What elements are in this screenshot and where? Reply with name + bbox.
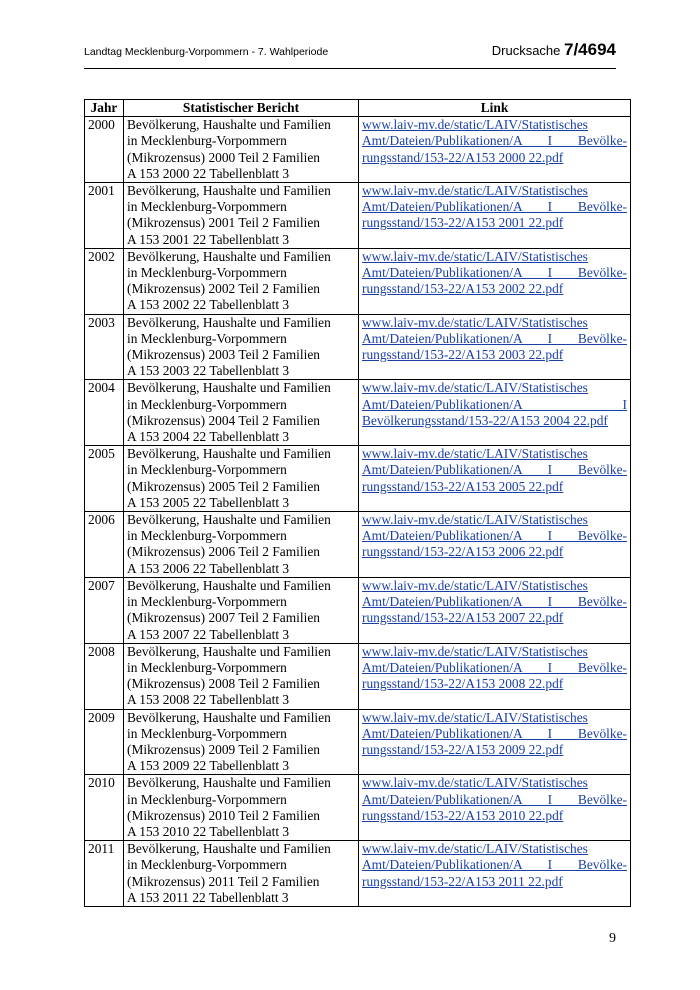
report-line: in Mecklenburg-Vorpommern	[127, 659, 287, 675]
reports-table	[84, 99, 631, 907]
report-line: in Mecklenburg-Vorpommern	[127, 725, 287, 741]
year-cell: 2008	[85, 643, 124, 709]
report-line: Bevölkerung, Haushalte und Familien	[127, 183, 331, 199]
link-line: www.laiv-mv.de/static/LAIV/Statistisches	[362, 841, 588, 857]
year-cell: 2009	[85, 709, 124, 775]
link-line: Amt/Dateien/Publikationen/A I Bevölke-	[362, 857, 627, 873]
report-cell	[124, 248, 359, 314]
report-line: Bevölkerung, Haushalte und Familien	[127, 446, 331, 462]
link-line: www.laiv-mv.de/static/LAIV/Statistisches	[362, 512, 588, 528]
year-cell: 2007	[85, 577, 124, 643]
column-header-report: Statistischer Bericht	[124, 100, 359, 117]
table-row	[85, 248, 631, 314]
table-row	[85, 446, 631, 512]
report-line: A 153 2006 22 Tabellenblatt 3	[127, 560, 290, 576]
table-row	[85, 512, 631, 578]
link-line: rungsstand/153-22/A153 2009 22.pdf	[362, 741, 564, 757]
report-line: in Mecklenburg-Vorpommern	[127, 857, 287, 873]
link-line: Amt/Dateien/Publikationen/A I Bevölke-	[362, 462, 627, 478]
header-rule	[84, 68, 616, 69]
column-header-link: Link	[359, 100, 631, 117]
report-cell	[124, 314, 359, 380]
report-link[interactable]	[362, 446, 627, 495]
link-line: rungsstand/153-22/A153 2007 22.pdf	[362, 610, 564, 626]
report-line: A 153 2000 22 Tabellenblatt 3	[127, 165, 290, 181]
header-drucksache-label: Drucksache	[491, 43, 564, 58]
table-row	[85, 314, 631, 380]
link-cell	[359, 577, 631, 643]
report-link[interactable]	[362, 315, 627, 364]
link-line: rungsstand/153-22/A153 2000 22.pdf	[362, 149, 564, 165]
report-line: in Mecklenburg-Vorpommern	[127, 462, 287, 478]
report-line: A 153 2007 22 Tabellenblatt 3	[127, 626, 290, 642]
link-line: rungsstand/153-22/A153 2006 22.pdf	[362, 544, 564, 560]
link-line: rungsstand/153-22/A153 2003 22.pdf	[362, 347, 564, 363]
report-line: A 153 2011 22 Tabellenblatt 3	[127, 889, 289, 905]
link-line: www.laiv-mv.de/static/LAIV/Statistisches	[362, 314, 588, 330]
link-cell	[359, 775, 631, 841]
link-cell	[359, 709, 631, 775]
link-line: rungsstand/153-22/A153 2005 22.pdf	[362, 478, 564, 494]
link-cell	[359, 117, 631, 183]
link-cell	[359, 314, 631, 380]
link-line: Amt/Dateien/Publikationen/A I	[362, 396, 627, 412]
report-line: in Mecklenburg-Vorpommern	[127, 791, 287, 807]
link-line: www.laiv-mv.de/static/LAIV/Statistisches	[362, 446, 588, 462]
report-line: Bevölkerung, Haushalte und Familien	[127, 314, 331, 330]
report-line: A 153 2009 22 Tabellenblatt 3	[127, 758, 290, 774]
link-line: rungsstand/153-22/A153 2001 22.pdf	[362, 215, 564, 231]
link-line: www.laiv-mv.de/static/LAIV/Statistisches	[362, 117, 588, 133]
link-line: Amt/Dateien/Publikationen/A I Bevölke-	[362, 199, 627, 215]
table-row	[85, 380, 631, 446]
report-line: in Mecklenburg-Vorpommern	[127, 133, 287, 149]
link-cell	[359, 380, 631, 446]
link-line: Amt/Dateien/Publikationen/A I Bevölke-	[362, 133, 627, 149]
report-cell	[124, 183, 359, 249]
report-line: (Mikrozensus) 2001 Teil 2 Familien	[127, 215, 320, 231]
link-line: www.laiv-mv.de/static/LAIV/Statistisches	[362, 248, 588, 264]
report-cell	[124, 643, 359, 709]
link-line: www.laiv-mv.de/static/LAIV/Statistisches	[362, 577, 588, 593]
report-link[interactable]	[362, 512, 627, 561]
report-line: Bevölkerung, Haushalte und Familien	[127, 775, 331, 791]
report-line: (Mikrozensus) 2007 Teil 2 Familien	[127, 610, 320, 626]
report-line: Bevölkerung, Haushalte und Familien	[127, 643, 331, 659]
report-line: in Mecklenburg-Vorpommern	[127, 528, 287, 544]
report-link[interactable]	[362, 644, 627, 693]
report-line: (Mikrozensus) 2006 Teil 2 Familien	[127, 544, 320, 560]
year-cell: 2002	[85, 248, 124, 314]
header-document-number	[492, 40, 616, 60]
report-line: Bevölkerung, Haushalte und Familien	[127, 841, 331, 857]
report-line: (Mikrozensus) 2002 Teil 2 Familien	[127, 281, 320, 297]
report-link[interactable]	[362, 249, 627, 298]
report-cell	[124, 512, 359, 578]
link-cell	[359, 183, 631, 249]
link-line: Amt/Dateien/Publikationen/A I Bevölke-	[362, 330, 627, 346]
report-cell	[124, 117, 359, 183]
report-line: (Mikrozensus) 2010 Teil 2 Familien	[127, 807, 320, 823]
report-line: (Mikrozensus) 2011 Teil 2 Familien	[127, 873, 320, 889]
table-header-row	[85, 100, 631, 117]
link-line: Bevölkerungsstand/153-22/A153 2004 22.pdf	[362, 412, 608, 428]
link-line: Amt/Dateien/Publikationen/A I Bevölke-	[362, 594, 627, 610]
report-line: Bevölkerung, Haushalte und Familien	[127, 577, 331, 593]
table-row	[85, 643, 631, 709]
report-link[interactable]	[362, 183, 627, 232]
report-cell	[124, 775, 359, 841]
report-line: A 153 2003 22 Tabellenblatt 3	[127, 363, 290, 379]
link-cell	[359, 512, 631, 578]
report-link[interactable]	[362, 578, 627, 627]
report-line: A 153 2010 22 Tabellenblatt 3	[127, 823, 290, 839]
report-cell	[124, 709, 359, 775]
report-line: Bevölkerung, Haushalte und Familien	[127, 512, 331, 528]
year-cell: 2001	[85, 183, 124, 249]
report-line: (Mikrozensus) 2004 Teil 2 Familien	[127, 412, 320, 428]
report-line: (Mikrozensus) 2008 Teil 2 Familien	[127, 676, 320, 692]
report-cell	[124, 380, 359, 446]
report-line: A 153 2008 22 Tabellenblatt 3	[127, 692, 290, 708]
link-line: Amt/Dateien/Publikationen/A I Bevölke-	[362, 791, 627, 807]
link-line: Amt/Dateien/Publikationen/A I Bevölke-	[362, 528, 627, 544]
link-line: rungsstand/153-22/A153 2010 22.pdf	[362, 807, 564, 823]
report-line: in Mecklenburg-Vorpommern	[127, 199, 287, 215]
link-line: rungsstand/153-22/A153 2011 22.pdf	[362, 873, 563, 889]
link-line: www.laiv-mv.de/static/LAIV/Statistisches	[362, 775, 588, 791]
report-line: (Mikrozensus) 2009 Teil 2 Familien	[127, 741, 320, 757]
link-line: rungsstand/153-22/A153 2008 22.pdf	[362, 676, 564, 692]
report-line: Bevölkerung, Haushalte und Familien	[127, 117, 331, 133]
report-line: A 153 2005 22 Tabellenblatt 3	[127, 494, 290, 510]
report-cell	[124, 841, 359, 907]
link-cell	[359, 248, 631, 314]
report-link[interactable]	[362, 841, 627, 890]
year-cell: 2011	[85, 841, 124, 907]
year-cell: 2005	[85, 446, 124, 512]
link-line: Amt/Dateien/Publikationen/A I Bevölke-	[362, 265, 627, 281]
report-line: A 153 2001 22 Tabellenblatt 3	[127, 231, 290, 247]
link-line: rungsstand/153-22/A153 2002 22.pdf	[362, 281, 564, 297]
year-cell: 2010	[85, 775, 124, 841]
link-line: www.laiv-mv.de/static/LAIV/Statistisches	[362, 643, 588, 659]
report-cell	[124, 577, 359, 643]
table-row	[85, 117, 631, 183]
table-row	[85, 709, 631, 775]
table-body	[85, 117, 631, 907]
table-row	[85, 577, 631, 643]
link-line: www.laiv-mv.de/static/LAIV/Statistisches	[362, 183, 588, 199]
table-row	[85, 183, 631, 249]
report-line: Bevölkerung, Haushalte und Familien	[127, 248, 331, 264]
year-cell: 2003	[85, 314, 124, 380]
header-left-text: Landtag Mecklenburg-Vorpommern - 7. Wahlperiode	[84, 46, 329, 58]
report-link[interactable]	[362, 380, 627, 429]
report-line: A 153 2004 22 Tabellenblatt 3	[127, 429, 290, 445]
link-line: Amt/Dateien/Publikationen/A I Bevölke-	[362, 659, 627, 675]
report-line: Bevölkerung, Haushalte und Familien	[127, 709, 331, 725]
report-link[interactable]	[362, 775, 627, 824]
link-cell	[359, 446, 631, 512]
report-line: (Mikrozensus) 2003 Teil 2 Familien	[127, 347, 320, 363]
link-cell	[359, 841, 631, 907]
table-row	[85, 775, 631, 841]
page-number: 9	[609, 931, 616, 946]
header-drucksache-number: 7/4694	[564, 40, 616, 59]
report-line: (Mikrozensus) 2000 Teil 2 Familien	[127, 149, 320, 165]
link-line: www.laiv-mv.de/static/LAIV/Statistisches	[362, 709, 588, 725]
report-line: in Mecklenburg-Vorpommern	[127, 594, 287, 610]
year-cell: 2000	[85, 117, 124, 183]
year-cell: 2006	[85, 512, 124, 578]
report-link[interactable]	[362, 710, 627, 759]
report-line: A 153 2002 22 Tabellenblatt 3	[127, 297, 290, 313]
report-line: in Mecklenburg-Vorpommern	[127, 330, 287, 346]
report-line: (Mikrozensus) 2005 Teil 2 Familien	[127, 478, 320, 494]
link-line: www.laiv-mv.de/static/LAIV/Statistisches	[362, 380, 588, 396]
report-link[interactable]	[362, 117, 627, 166]
year-cell: 2004	[85, 380, 124, 446]
column-header-year: Jahr	[85, 100, 124, 117]
report-line: in Mecklenburg-Vorpommern	[127, 265, 287, 281]
link-cell	[359, 643, 631, 709]
report-line: Bevölkerung, Haushalte und Familien	[127, 380, 331, 396]
report-cell	[124, 446, 359, 512]
report-line: in Mecklenburg-Vorpommern	[127, 396, 287, 412]
link-line: Amt/Dateien/Publikationen/A I Bevölke-	[362, 725, 627, 741]
table-row	[85, 841, 631, 907]
